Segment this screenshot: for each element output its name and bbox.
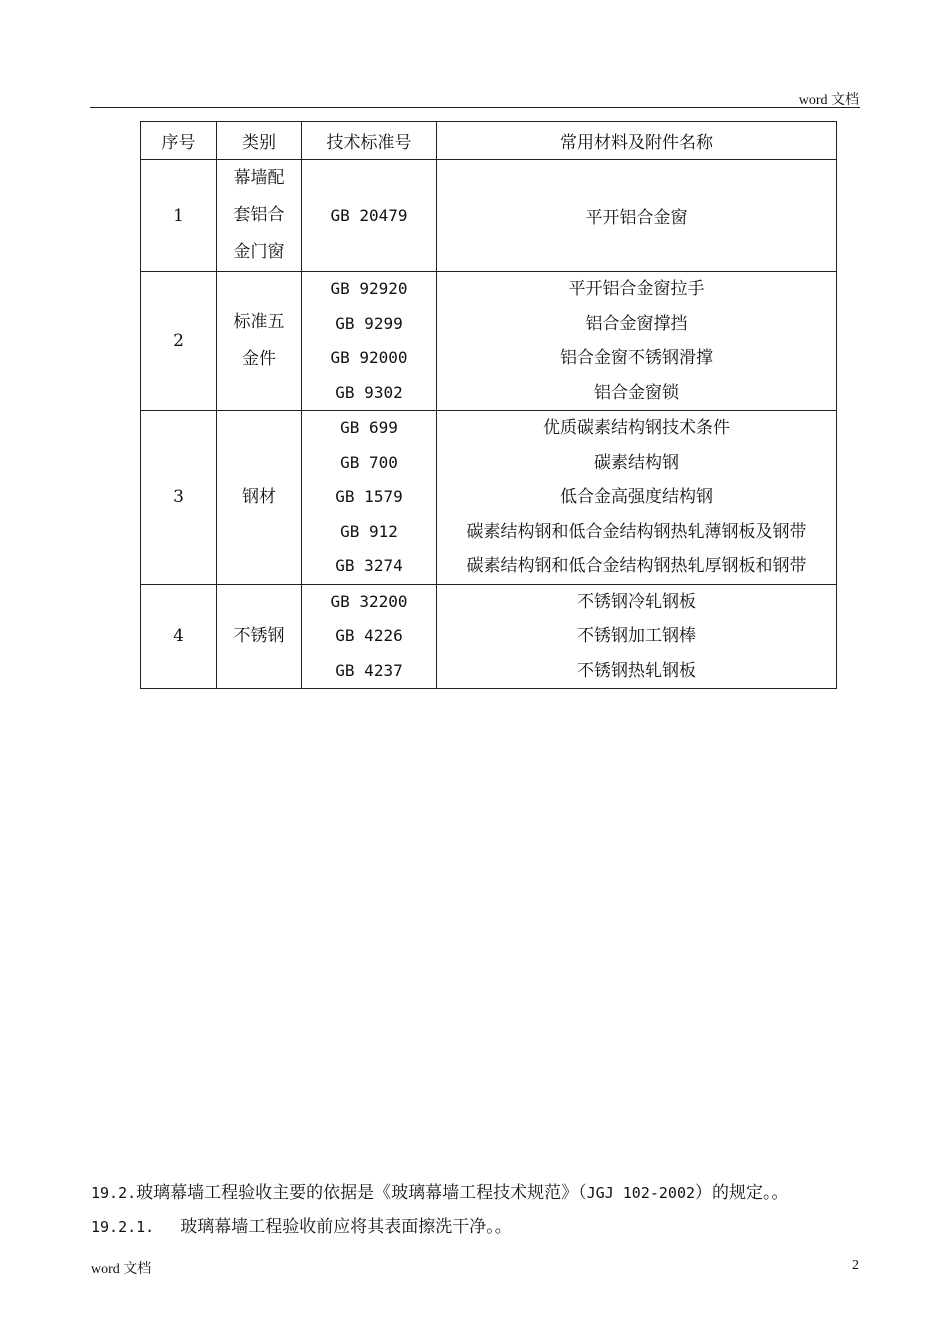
row-category: 不锈钢: [217, 584, 302, 689]
standard-code-list: [302, 411, 437, 585]
standard-code: GB 92920: [330, 279, 408, 298]
material-name: 优质碳素结构钢技术条件: [543, 418, 730, 438]
material-list: [437, 272, 837, 411]
category-line: 标准五: [233, 312, 285, 332]
standard-code: GB 4226: [335, 626, 403, 645]
paragraph-19-2: [91, 1178, 789, 1203]
category-line: 金门窗: [233, 242, 285, 262]
column-header-materials: 常用材料及附件名称: [437, 122, 837, 160]
column-header-category: 类别: [217, 122, 302, 160]
material-name: 铝合金窗撑挡: [585, 313, 688, 334]
standard-code: GB 3274: [335, 556, 403, 575]
paragraph-text: 玻璃幕墙工程验收前应将其表面擦洗干净。。: [180, 1217, 512, 1237]
row-category: [217, 160, 302, 272]
row-number: 4: [141, 584, 217, 689]
material-name: 低合金高强度结构钢: [560, 487, 713, 507]
paragraph-19-2-1: [91, 1212, 512, 1237]
section-number: 19.2.: [91, 1184, 137, 1202]
page-header-text: word 文档: [798, 93, 859, 108]
section-number: 19.2.1.: [91, 1218, 155, 1236]
table-header-row: [141, 122, 837, 160]
material-name: 平开铝合金窗: [437, 160, 837, 272]
column-header-no: 序号: [141, 122, 217, 160]
standard-code: GB 9302: [335, 382, 403, 402]
standard-code: GB 4237: [335, 660, 403, 680]
column-header-standard: 技术标准号: [302, 122, 437, 160]
row-category: 钢材: [217, 411, 302, 585]
standard-code: GB 32200: [330, 591, 408, 611]
standard-code: GB 700: [340, 452, 398, 472]
material-name: 铝合金窗锁: [594, 382, 679, 403]
table-row: [141, 411, 837, 585]
page-footer-text: word 文档: [91, 1262, 152, 1277]
category-line: 套铝合: [233, 205, 285, 225]
page-number: 2: [852, 1258, 859, 1273]
header-rule: [90, 107, 860, 108]
standard-code-list: [302, 584, 437, 689]
material-name: 不锈钢加工钢棒: [577, 626, 696, 646]
standard-code: GB 912: [340, 521, 398, 541]
standard-code: GB 92000: [330, 348, 408, 367]
standards-table: [140, 121, 837, 689]
standard-code: GB 699: [340, 418, 398, 437]
standard-code: GB 9299: [335, 313, 403, 333]
material-list: [437, 584, 837, 689]
table-row: [141, 272, 837, 411]
material-name: 碳素结构钢: [594, 452, 679, 473]
category-line: 金件: [242, 349, 276, 369]
row-number: 3: [141, 411, 217, 585]
standard-reference: JGJ 102-2002: [586, 1184, 696, 1202]
standard-code: GB 20479: [302, 160, 437, 272]
table-row: [141, 160, 837, 272]
category-line: 幕墙配: [233, 168, 285, 188]
paragraph-text: 玻璃幕墙工程验收主要的依据是《玻璃幕墙工程技术规范》（: [136, 1183, 587, 1203]
standard-code: GB 1579: [335, 487, 403, 506]
material-name: 不锈钢热轧钢板: [577, 660, 696, 681]
material-list: [437, 411, 837, 585]
material-name: 碳素结构钢和低合金结构钢热轧薄钢板及钢带: [466, 521, 807, 542]
material-name: 不锈钢冷轧钢板: [577, 591, 696, 612]
row-category: [217, 272, 302, 411]
paragraph-text: ）的规定。。: [695, 1183, 789, 1203]
material-name: 碳素结构钢和低合金结构钢热轧厚钢板和钢带: [466, 556, 807, 576]
material-name: 平开铝合金窗拉手: [568, 279, 705, 299]
table-row: [141, 584, 837, 689]
standard-code-list: [302, 272, 437, 411]
row-number: 2: [141, 272, 217, 411]
material-name: 铝合金窗不锈钢滑撑: [560, 348, 713, 368]
row-number: 1: [141, 160, 217, 272]
